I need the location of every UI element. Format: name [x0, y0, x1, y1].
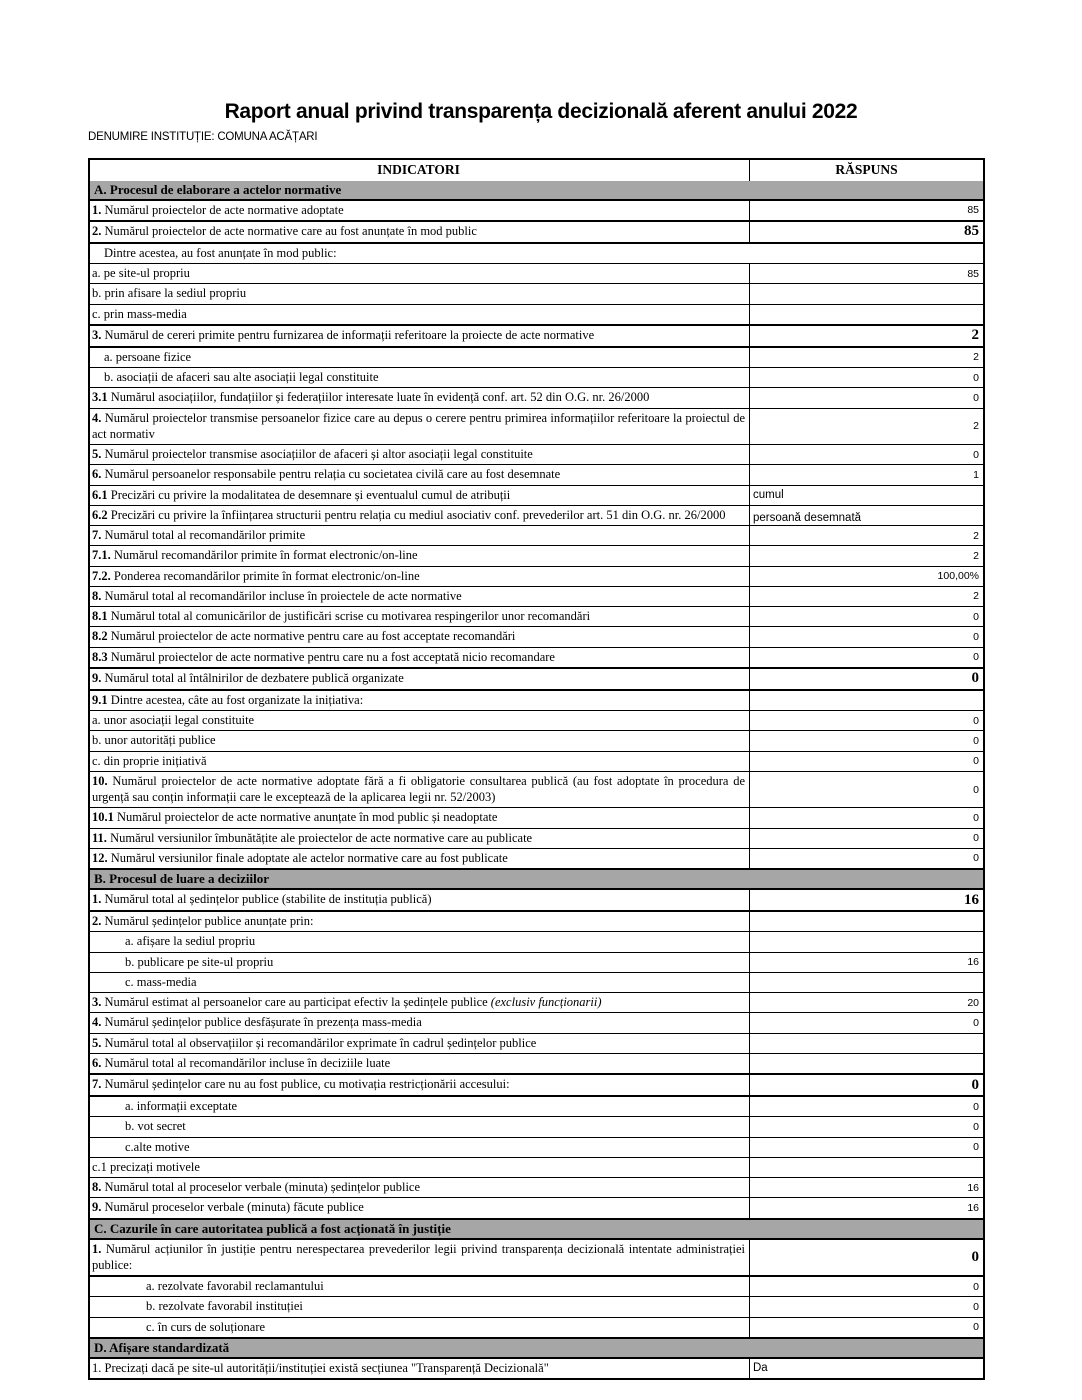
table-row [90, 1095, 983, 1116]
indicator-cell [90, 305, 749, 324]
section-row [90, 181, 983, 199]
row-label: Numărul ședințelor care nu au fost publice, cu motivația restricționării accesului: [104, 1077, 510, 1092]
indicator-cell [90, 1198, 749, 1217]
response-cell: 0 [749, 772, 983, 808]
table-row [90, 346, 983, 367]
row-label: Numărul proiectelor de acte normative care au fost anunțate în mod public [104, 223, 477, 238]
response-cell [749, 305, 983, 324]
row-number: 8.2 [92, 629, 108, 644]
table-row [90, 1033, 983, 1053]
response-cell [749, 1034, 983, 1053]
response-cell: 2 [749, 526, 983, 545]
row-label: c. mass-media [125, 974, 197, 989]
table-body [90, 181, 983, 1379]
indicator-cell [90, 953, 749, 972]
row-label: b. asociații de afaceri sau alte asociații legal constituite [104, 370, 379, 385]
indicator-cell [90, 1297, 749, 1316]
table-row [90, 1137, 983, 1157]
indicator-cell [90, 567, 749, 586]
row-label: Numărul de cereri primite pentru furnizarea de informații referitoare la proiecte de acte normative [104, 327, 595, 342]
row-label: Numărul total al întâlnirilor de dezbatere publică organizate [104, 670, 404, 685]
table-row [90, 667, 983, 689]
response-cell: 2 [749, 348, 983, 367]
section-row [90, 1337, 983, 1357]
row-number: 10. [92, 773, 108, 788]
row-label: Numărul acțiunilor în justiție pentru nerespectarea prevederilor legii privind transparența decizională intentate administrației publice: [92, 1241, 745, 1272]
indicator-cell [90, 669, 749, 689]
row-label: Numărul proiectelor de acte normative pentru care nu a fost acceptată nicio recomandare [110, 649, 555, 664]
table-row [90, 199, 983, 220]
row-number: 3. [92, 327, 102, 342]
response-cell: 0 [749, 1318, 983, 1337]
indicator-cell [90, 244, 983, 263]
row-label: Numărul total al proceselor verbale (minuta) ședințelor publice [104, 1180, 421, 1195]
row-label: Numărul estimat al persoanelor care au participat efectiv la ședințele publice [104, 995, 491, 1010]
section-row [90, 1218, 983, 1238]
response-cell: 1 [749, 465, 983, 484]
row-number: 3. [92, 995, 102, 1010]
table-row [90, 751, 983, 771]
indicator-cell [90, 587, 749, 606]
table-row [90, 263, 983, 283]
section-label: B. Procesul de luare a deciziilor [94, 871, 269, 887]
row-number: 6. [92, 467, 102, 482]
table-row [90, 848, 983, 868]
indicator-cell [90, 1097, 749, 1116]
page-title: Raport anual privind transparența decizională aferent anului 2022 [224, 100, 858, 123]
response-cell: 0 [749, 669, 983, 689]
row-number: 8. [92, 1180, 102, 1195]
section-label: D. Afișare standardizată [94, 1339, 230, 1355]
response-cell [749, 1054, 983, 1073]
row-label: a. informații exceptate [125, 1099, 238, 1114]
row-label: c.1 precizați motivele [92, 1159, 200, 1174]
row-label: Numărul total al observațiilor și recomandărilor exprimate în cadrul ședințelor publice [104, 1035, 537, 1050]
indicator-cell [90, 1034, 749, 1053]
row-number: 1. [92, 892, 102, 907]
table-row [90, 1053, 983, 1073]
row-number: 8.3 [92, 649, 108, 664]
row-label: Numărul persoanelor responsabile pentru relația cu societatea civilă care au fost desemnate [104, 467, 561, 482]
indicator-cell [90, 890, 749, 910]
row-label: a. persoane fizice [104, 349, 192, 364]
indicator-cell [90, 808, 749, 827]
response-cell: 0 [749, 1297, 983, 1316]
row-label: Numărul total al recomandărilor incluse în proiectele de acte normative [104, 588, 462, 603]
indicator-cell [90, 731, 749, 750]
response-cell: cumul [749, 486, 983, 505]
row-label: Numărul proceselor verbale (minuta) făcute publice [104, 1200, 364, 1215]
row-number: 1. [92, 1360, 102, 1375]
table-row [90, 1116, 983, 1136]
indicator-cell [90, 526, 749, 545]
row-number: 1. [92, 202, 102, 217]
table-row [90, 606, 983, 626]
indicator-cell [90, 284, 749, 303]
row-label: a. rezolvate favorabil reclamantului [146, 1279, 324, 1294]
row-label: a. pe site-ul propriu [92, 266, 190, 281]
header-indicators-cell: INDICATORI [377, 162, 460, 177]
row-label: Dintre acestea, au fost anunțate în mod public: [104, 245, 337, 260]
table-row [90, 485, 983, 505]
row-label: b. prin afisare la sediul propriu [92, 286, 247, 301]
row-label: Numărul proiectelor transmise asociațiilor de afaceri și altor asociații legal constituite [104, 447, 533, 462]
row-number: 7. [92, 1077, 102, 1092]
row-label: Dintre acestea, câte au fost organizate la inițiativa: [110, 692, 364, 707]
row-label: Numărul proiectelor transmise persoanelor fizice care au depus o cerere pentru primirea informațiilor referitoare la proiectul de act normativ [92, 410, 745, 441]
row-label: Numărul proiectelor de acte normative adoptate [104, 202, 344, 217]
row-number: 11. [92, 830, 107, 845]
indicator-cell [90, 409, 749, 445]
row-number: 2. [92, 223, 102, 238]
row-number: 9. [92, 670, 102, 685]
row-label: b. rezolvate favorabil instituției [146, 1299, 303, 1314]
table-row [90, 444, 983, 464]
row-number: 6.1 [92, 487, 108, 502]
indicator-cell [90, 486, 749, 505]
table-row [90, 242, 983, 263]
response-cell [749, 973, 983, 992]
row-label: Precizați dacă pe site-ul autorității/instituției există secțiunea "Transparență Decizională" [104, 1360, 549, 1375]
indicator-cell [90, 465, 749, 484]
row-number: 5. [92, 447, 102, 462]
table-row [90, 1238, 983, 1276]
indicator-cell [90, 772, 749, 808]
table-row [90, 387, 983, 407]
table-row [90, 283, 983, 303]
response-cell: 16 [749, 953, 983, 972]
row-number: 10.1 [92, 810, 114, 825]
report-table [88, 158, 985, 1380]
row-label: Numărul total al recomandărilor primite [104, 528, 306, 543]
response-cell: 2 [749, 409, 983, 445]
response-cell: Da [749, 1359, 983, 1378]
indicator-cell [90, 1117, 749, 1136]
row-label: Numărul ședințelor publice desfășurate în prezența mass-media [104, 1015, 422, 1030]
header-raspuns-cell: RĂSPUNS [749, 160, 983, 181]
response-cell: 85 [749, 222, 983, 242]
response-cell: 20 [749, 993, 983, 1012]
table-row [90, 1275, 983, 1296]
table-row [90, 220, 983, 242]
response-cell: 0 [749, 445, 983, 464]
row-number: 8.1 [92, 609, 108, 624]
row-number: 4. [92, 1015, 102, 1030]
indicator-cell [90, 1054, 749, 1073]
indicator-cell [90, 1318, 749, 1337]
row-label: a. unor asociații legal constituite [92, 713, 255, 728]
row-number: 2. [92, 914, 102, 929]
table-row [90, 1357, 983, 1378]
response-cell: 0 [749, 1117, 983, 1136]
table-row [90, 1317, 983, 1337]
table-row [90, 367, 983, 387]
row-label-italic: (exclusiv funcționarii) [490, 995, 602, 1010]
response-cell: 16 [749, 1178, 983, 1197]
row-label: Precizări cu privire la modalitatea de desemnare și eventualul cumul de atribuții [110, 487, 511, 502]
response-cell: 0 [749, 648, 983, 667]
section-label: C. Cazurile în care autoritatea publică a fost acționată în justiție [94, 1220, 451, 1236]
table-row [90, 586, 983, 606]
row-number: 7.2. [92, 568, 111, 583]
indicator-cell [90, 711, 749, 730]
indicator-cell [90, 546, 749, 565]
row-label: Numărul versiunilor îmbunătățite ale proiectelor de acte normative care au publicate [110, 830, 533, 845]
table-row [90, 1296, 983, 1316]
indicator-cell [90, 691, 749, 710]
row-label: Numărul versiunilor finale adoptate ale actelor normative care au fost publicate [110, 850, 508, 865]
response-cell: 0 [749, 849, 983, 868]
response-cell: 0 [749, 752, 983, 771]
table-row [90, 1073, 983, 1095]
institution-line: DENUMIRE INSTITUȚIE: COMUNA ACĂȚARI [88, 131, 318, 143]
table-row [90, 888, 983, 910]
row-label: Numărul total al recomandărilor incluse în deciziile luate [104, 1055, 391, 1070]
response-cell: 16 [749, 1198, 983, 1217]
response-cell: 0 [749, 607, 983, 626]
row-label: Numărul ședințelor publice anunțate prin: [104, 914, 314, 929]
table-row [90, 931, 983, 951]
response-cell: 2 [749, 587, 983, 606]
row-label: Ponderea recomandărilor primite în format electronic/on-line [113, 568, 420, 583]
indicator-cell [90, 1178, 749, 1197]
table-row [90, 910, 983, 931]
table-row [90, 525, 983, 545]
indicator-cell [90, 1013, 749, 1032]
indicator-cell [90, 932, 749, 951]
table-row [90, 992, 983, 1012]
row-label: Numărul asociațiilor, fundațiilor și federațiilor interesate luate în evidență conf. art. 52 din O.G. nr. 26/2000 [110, 390, 650, 405]
row-label: c. prin mass-media [92, 306, 187, 321]
indicator-cell [90, 1359, 749, 1378]
indicator-cell [90, 445, 749, 464]
row-number: 4. [92, 410, 102, 425]
indicator-cell [90, 506, 749, 525]
indicator-cell [90, 388, 749, 407]
row-number: 8. [92, 588, 102, 603]
table-row [90, 1197, 983, 1217]
indicator-cell [90, 326, 749, 346]
response-cell: 0 [749, 731, 983, 750]
indicator-cell [90, 1240, 749, 1276]
row-label: Numărul proiectelor de acte normative adoptate fără a fi obligatorie consultarea publică (au fost adoptate în procedura de urgență sau conțin informații care le exceptează de la aplicarea legii nr. 52/2003) [92, 773, 745, 805]
indicator-cell [90, 1158, 749, 1177]
table-row [90, 1157, 983, 1177]
table-row [90, 771, 983, 808]
table-row [90, 408, 983, 445]
response-cell: persoană desemnată [749, 506, 983, 525]
response-cell: 0 [749, 368, 983, 387]
row-label: b. publicare pe site-ul propriu [125, 954, 274, 969]
response-cell [749, 932, 983, 951]
response-cell: 0 [749, 1075, 983, 1095]
row-label: a. afișare la sediul propriu [125, 934, 256, 949]
response-cell [749, 912, 983, 931]
table-row [90, 464, 983, 484]
response-cell: 0 [749, 829, 983, 848]
table-row [90, 566, 983, 586]
indicator-cell [90, 993, 749, 1012]
row-number: 7.1. [92, 548, 111, 563]
indicator-cell [90, 222, 749, 242]
row-label: c. în curs de soluționare [146, 1319, 266, 1334]
indicator-cell [90, 201, 749, 220]
row-label: b. vot secret [125, 1119, 186, 1134]
response-cell: 2 [749, 326, 983, 346]
table-row [90, 1012, 983, 1032]
indicator-cell [90, 1277, 749, 1296]
row-label: Precizări cu privire la înființarea structurii pentru relația cu mediul asociativ conf. prevederilor art. 51 din O.G. nr. 26/2000 [110, 507, 726, 522]
indicator-cell [90, 607, 749, 626]
row-number: 9. [92, 1200, 102, 1215]
table-row [90, 626, 983, 646]
table-row [90, 647, 983, 667]
table-row [90, 710, 983, 730]
response-cell: 16 [749, 890, 983, 910]
response-cell: 0 [749, 808, 983, 827]
response-cell: 0 [749, 711, 983, 730]
table-row [90, 952, 983, 972]
row-number: 5. [92, 1035, 102, 1050]
indicator-cell [90, 752, 749, 771]
table-row [90, 828, 983, 848]
table-row [90, 972, 983, 992]
table-header-row [90, 160, 983, 181]
table-row [90, 689, 983, 710]
row-label: c.alte motive [125, 1139, 190, 1154]
indicator-cell [90, 912, 749, 931]
indicator-cell [90, 829, 749, 848]
row-label: Numărul proiectelor de acte normative pentru care au fost acceptate recomandări [110, 629, 516, 644]
indicator-cell [90, 1138, 749, 1157]
row-label: Numărul total al ședințelor publice (stabilite de instituția publică) [104, 892, 432, 907]
response-cell: 85 [749, 201, 983, 220]
table-row [90, 545, 983, 565]
indicator-cell [90, 627, 749, 646]
response-cell: 100,00% [749, 567, 983, 586]
table-row [90, 324, 983, 346]
indicator-cell [90, 348, 749, 367]
row-label: c. din proprie inițiativă [92, 753, 207, 768]
indicator-cell [90, 264, 749, 283]
table-row [90, 304, 983, 324]
response-cell [749, 1158, 983, 1177]
row-number: 6. [92, 1055, 102, 1070]
row-label: Numărul proiectelor de acte normative anunțate în mod public și neadoptate [117, 810, 498, 825]
section-label: A. Procesul de elaborare a actelor normative [94, 181, 342, 197]
response-cell: 0 [749, 388, 983, 407]
row-number: 6.2 [92, 507, 108, 522]
response-cell [749, 284, 983, 303]
indicator-cell [90, 1075, 749, 1095]
response-cell: 0 [749, 1138, 983, 1157]
table-row [90, 730, 983, 750]
row-number: 7. [92, 528, 102, 543]
table-row [90, 807, 983, 827]
row-label: b. unor autorități publice [92, 733, 216, 748]
row-number: 12. [92, 850, 108, 865]
response-cell: 0 [749, 1240, 983, 1276]
response-cell: 85 [749, 264, 983, 283]
table-row [90, 505, 983, 525]
section-row [90, 868, 983, 888]
row-label: Numărul total al comunicărilor de justificări scrise cu motivarea respingerilor unor recomandări [110, 609, 591, 624]
indicator-cell [90, 973, 749, 992]
response-cell [749, 691, 983, 710]
row-number: 9.1 [92, 692, 108, 707]
row-number: 3.1 [92, 390, 108, 405]
table-row [90, 1177, 983, 1197]
row-number: 1. [92, 1241, 102, 1256]
response-cell: 0 [749, 1097, 983, 1116]
response-cell: 0 [749, 1277, 983, 1296]
response-cell: 0 [749, 627, 983, 646]
indicator-cell [90, 368, 749, 387]
indicator-cell [90, 849, 749, 868]
indicator-cell [90, 648, 749, 667]
row-label: Numărul recomandărilor primite în format electronic/on-line [113, 548, 418, 563]
response-cell: 2 [749, 546, 983, 565]
response-cell: 0 [749, 1013, 983, 1032]
